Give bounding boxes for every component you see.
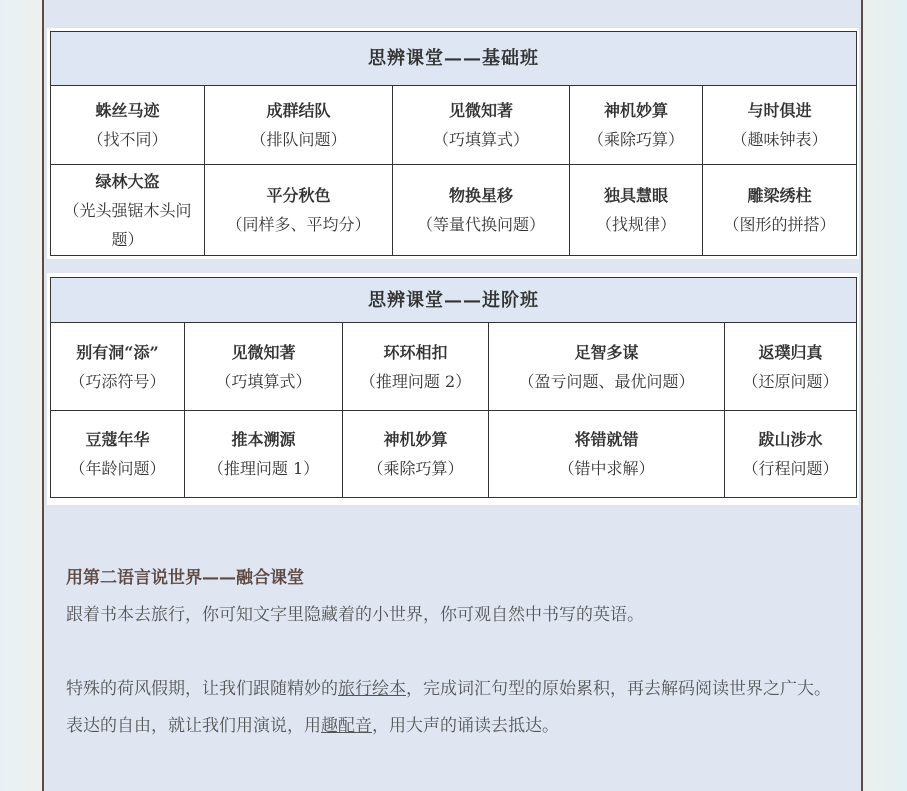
course-cell (185, 411, 343, 498)
course-name: 将错就错 (574, 430, 639, 449)
course-name: 返璞归真 (758, 342, 823, 362)
course-topic: （推理问题 2） (359, 371, 472, 391)
course-name: 成群结队 (266, 101, 331, 120)
paragraph-3 (66, 708, 846, 745)
course-topic: （行程问题） (742, 459, 839, 478)
course-name: 足智多谋 (574, 342, 639, 362)
course-name: 物换星移 (448, 186, 513, 205)
paragraph-2-text-end: ，完成词汇句型的原始累积，再去解码阅读世界之广大。 (406, 679, 831, 699)
course-cell (51, 411, 185, 498)
course-topic: （光头强锯木头问题） (63, 200, 192, 249)
table-row (51, 323, 857, 411)
basic-class-table (50, 31, 857, 256)
paragraph-3-text: 表达的自由，就让我们用演说，用 (66, 716, 321, 736)
course-name: 跋山涉水 (758, 430, 823, 449)
content-panel (42, 0, 863, 791)
course-name: 豆蔻年华 (85, 430, 150, 449)
course-name: 平分秋色 (266, 186, 331, 205)
course-topic: （还原问题） (742, 371, 839, 391)
course-topic: （趣味钟表） (731, 130, 828, 149)
course-name: 绿林大盗 (95, 171, 160, 191)
table-row (51, 86, 857, 165)
paragraph-2-text: 特殊的荷风假期，让我们跟随精妙的 (66, 679, 338, 699)
course-cell (185, 323, 343, 411)
course-topic: （等量代换问题） (416, 215, 545, 234)
basic-class-card (47, 28, 859, 259)
table-row (51, 165, 857, 256)
course-cell (393, 86, 570, 165)
course-cell (343, 323, 489, 411)
course-topic: （巧填算式） (432, 130, 529, 149)
course-topic: （排队问题） (250, 130, 347, 149)
course-topic: （推理问题 1） (207, 459, 320, 478)
course-name: 雕梁绣柱 (747, 186, 812, 205)
course-topic: （错中求解） (558, 459, 655, 478)
paragraph-1: 跟着书本去旅行，你可知文字里隐藏着的小世界，你可观自然中书写的英语。 (66, 605, 644, 625)
course-name: 别有洞“添” (76, 342, 159, 362)
advanced-class-table (50, 277, 857, 498)
course-cell (489, 323, 725, 411)
course-cell (205, 165, 393, 256)
paragraph-3-text-end: ，用大声的诵读去抵达。 (372, 716, 559, 736)
course-cell (51, 86, 205, 165)
dubbing-link[interactable]: 趣配音 (321, 716, 372, 736)
fusion-section (66, 560, 846, 745)
course-topic: （乘除巧算） (367, 459, 464, 478)
course-cell (570, 165, 703, 256)
course-name: 见微知著 (231, 342, 296, 362)
course-cell (489, 411, 725, 498)
course-topic: （同样多、平均分） (226, 215, 371, 234)
advanced-class-title: 思辨课堂——进阶班 (51, 278, 857, 323)
course-name: 见微知著 (448, 101, 513, 120)
course-cell (51, 165, 205, 256)
course-topic: （年龄问题） (69, 459, 166, 478)
course-name: 神机妙算 (383, 430, 448, 449)
course-name: 推本溯源 (231, 430, 296, 449)
course-topic: （巧添符号） (69, 371, 166, 391)
advanced-class-card (47, 273, 859, 505)
course-name: 蛛丝马迹 (95, 101, 160, 120)
course-name: 独具慧眼 (603, 186, 668, 205)
course-name: 环环相扣 (383, 342, 448, 362)
course-name: 与时俱进 (747, 101, 812, 120)
course-cell (703, 86, 857, 165)
course-cell (205, 86, 393, 165)
course-topic: （盈亏问题、最优问题） (518, 371, 695, 391)
course-cell (51, 323, 185, 411)
course-cell (393, 165, 570, 256)
table-row (51, 411, 857, 498)
paragraph-2 (66, 671, 846, 708)
course-cell (570, 86, 703, 165)
travel-picture-book-link[interactable]: 旅行绘本 (338, 679, 406, 699)
course-cell (725, 323, 857, 411)
course-topic: （巧填算式） (215, 371, 312, 391)
course-cell (343, 411, 489, 498)
course-name: 神机妙算 (603, 101, 668, 120)
course-cell (703, 165, 857, 256)
course-cell (725, 411, 857, 498)
course-topic: （找规律） (595, 215, 676, 234)
basic-class-title: 思辨课堂——基础班 (51, 32, 857, 86)
spacer (66, 634, 846, 671)
course-topic: （乘除巧算） (587, 130, 684, 149)
course-topic: （找不同） (87, 130, 168, 149)
section-heading: 用第二语言说世界——融合课堂 (66, 568, 304, 588)
course-topic: （图形的拼搭） (723, 215, 836, 234)
